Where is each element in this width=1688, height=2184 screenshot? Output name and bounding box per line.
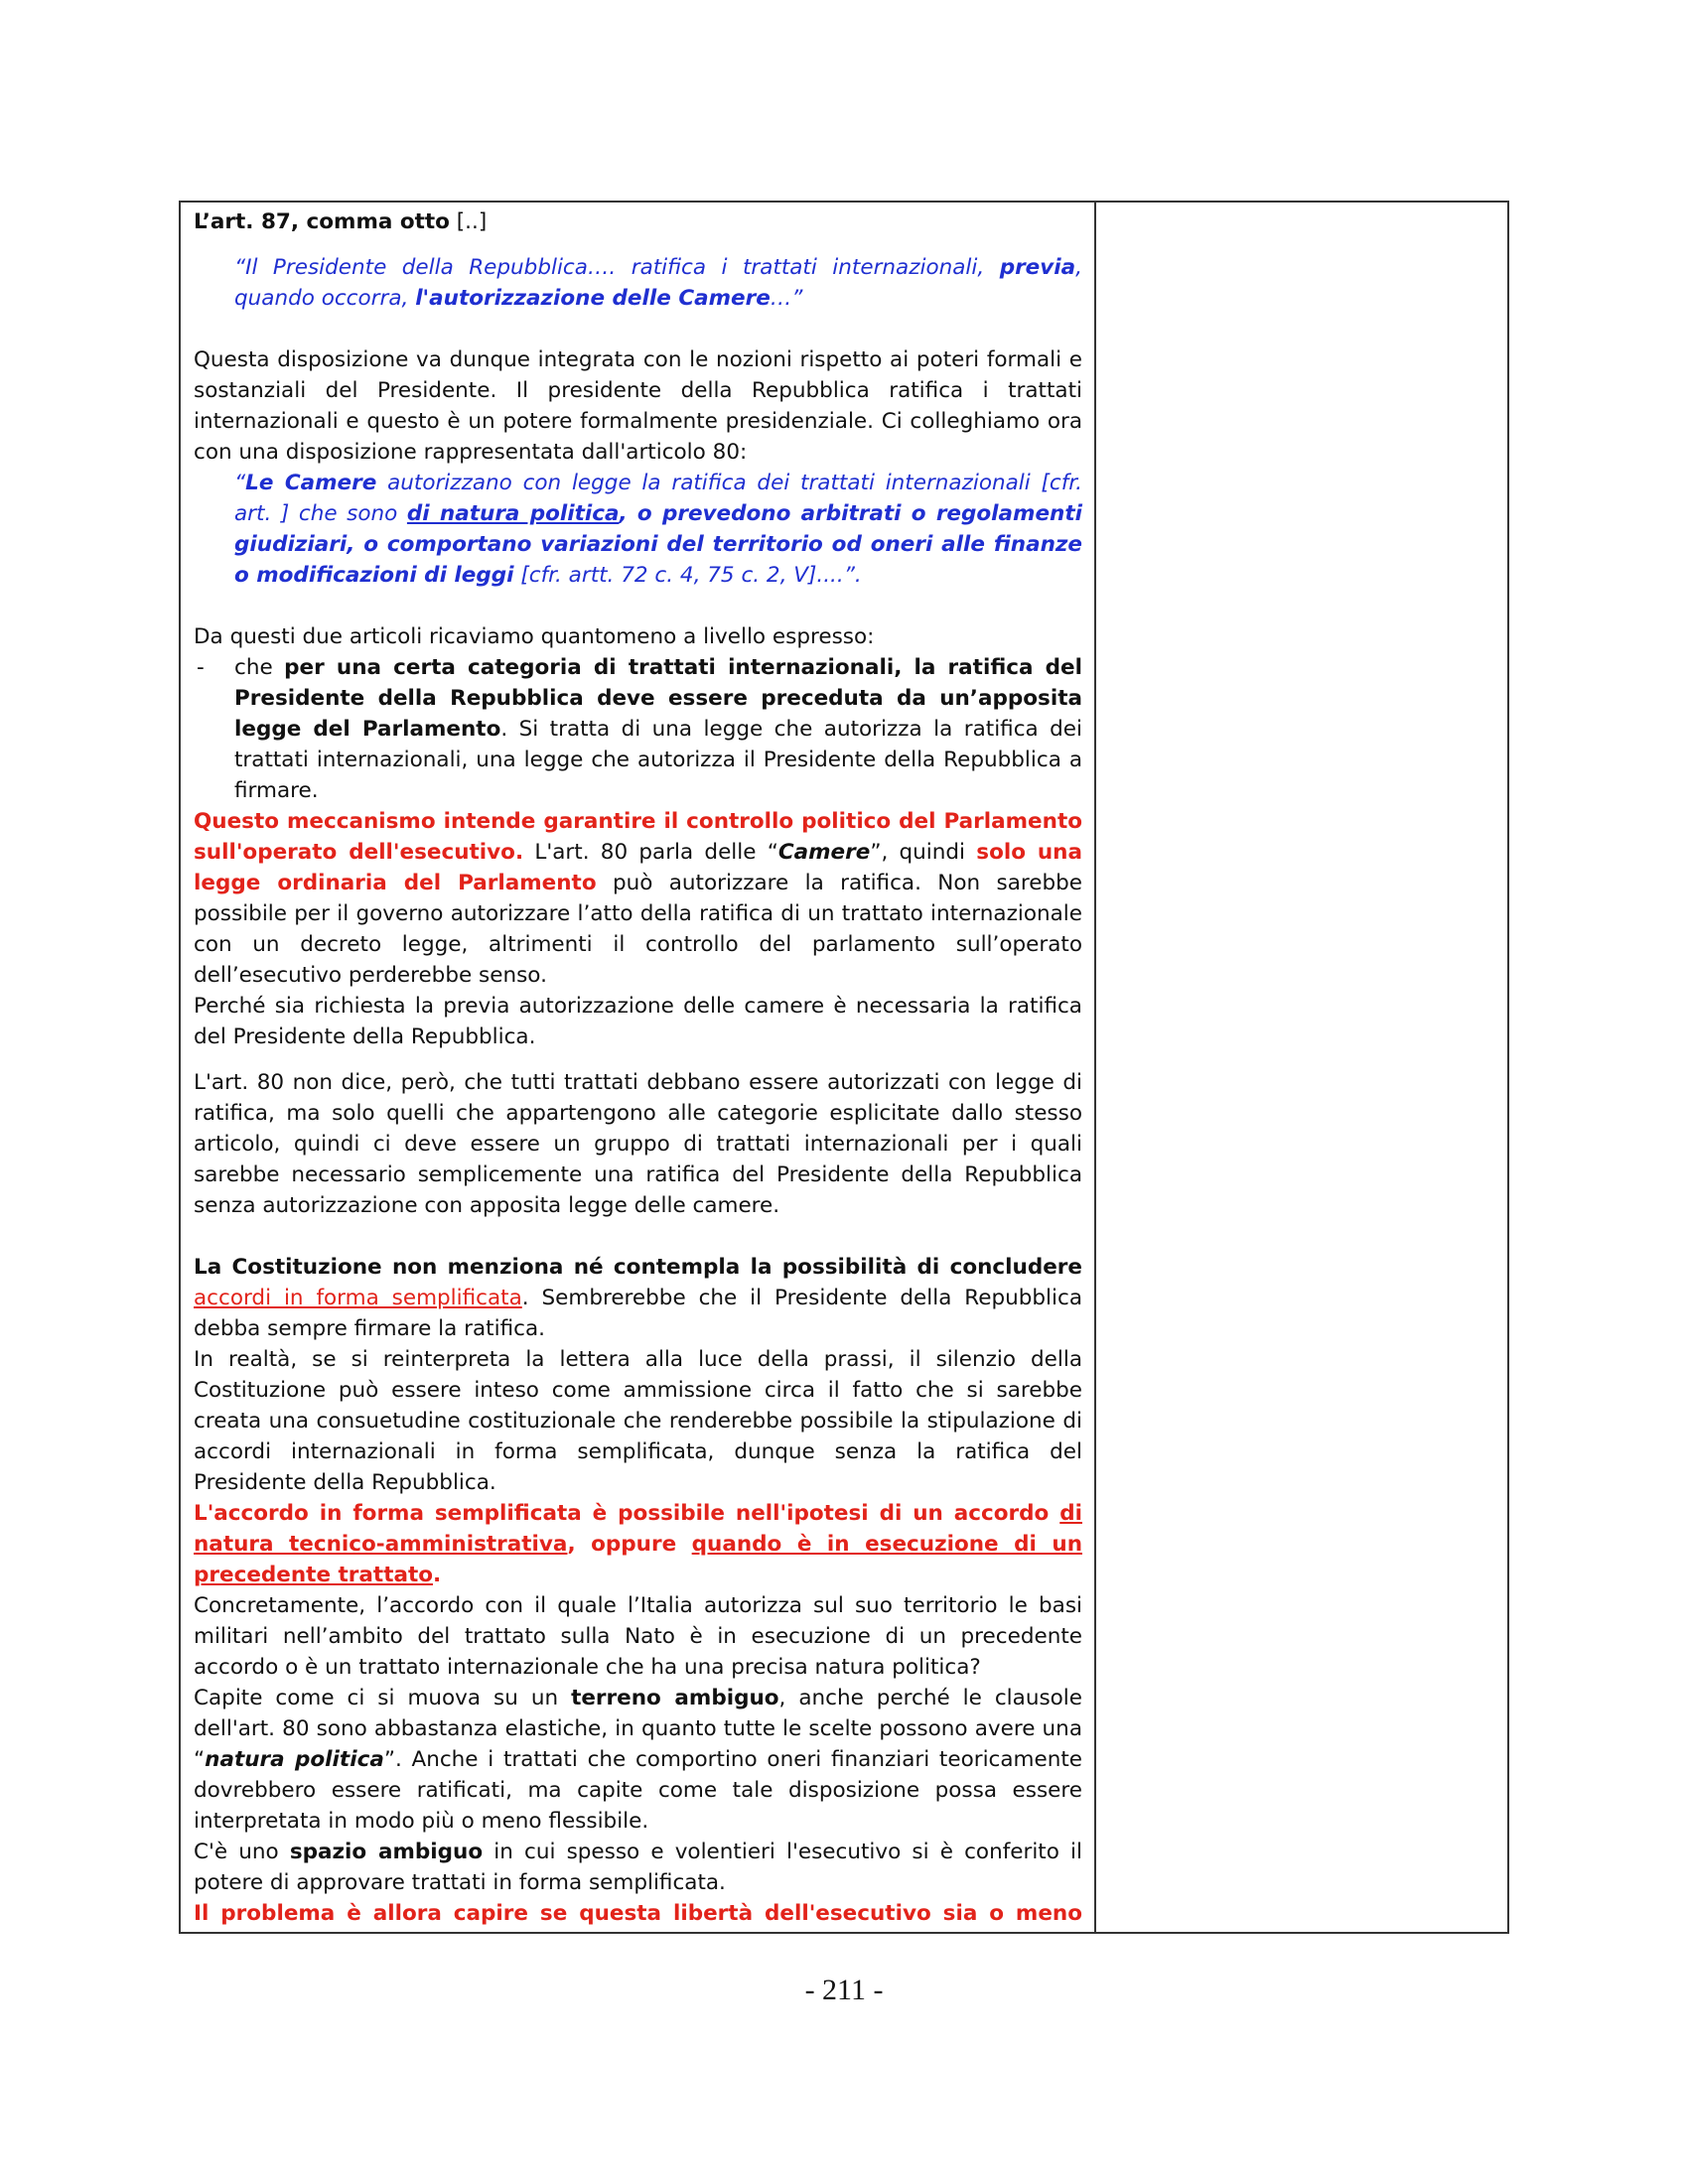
main-column (181, 203, 1096, 1932)
paragraph-art-80-categories: L'art. 80 non dice, però, che tutti trattati debbano essere autorizzati con legge di ratifica, ma solo quelli che appartengono alle categorie esplicitate dallo stesso articolo, quindi ci deve essere un gruppo di trattati internazionali per i quali sarebbe necessario semplicemente una ratifica del Presidente della Repubblica senza autorizzazione con apposita legge delle camere. (194, 1070, 1082, 1218)
paragraph-presidential-powers: Questa disposizione va dunque integrata con le nozioni rispetto ai poteri formali e sostanziali del Presidente. Il presidente della Repubblica ratifica i trattati internazionali e questo è un potere formalmente presidenziale. Ci colleghiamo ora con una disposizione rappresentata dall'articolo 80: (194, 347, 1082, 465)
content-table (179, 201, 1509, 1934)
quote-art-80: “Le Camere autorizzano con legge la ratifica dei trattati internazionali [cfr. art. ] che sono di natura politica, o prevedono arbitrati o regolamenti giudiziari, o comportano variazioni del territorio od oneri alle finanze o modificazioni di leggi [cfr. artt. 72 c. 4, 75 c. 2, V]....”. (234, 471, 1082, 588)
section-heading: L’art. 87, comma otto [..] (194, 209, 488, 234)
paragraph-the-problem: Il problema è allora capire se questa libertà dell'esecutivo sia o meno (194, 1901, 1082, 1926)
paragraph-nato-example: Concretamente, l’accordo con il quale l’Italia autorizza sul suo territorio le basi militari nell’ambito del trattato sulla Nato è in esecuzione di un precedente accordo o è un trattato internazionale che ha una precisa natura politica? (194, 1593, 1082, 1680)
paragraph-constitutional-custom: In realtà, se si reinterpreta la lettera alla luce della prassi, il silenzio della Costituzione può essere inteso come ammissione circa il fatto che si sarebbe creata una consuetudine costituzionale che renderebbe possibile la stipulazione di accordi internazionali in forma semplificata, dunque senza la ratifica del Presidente della Repubblica. (194, 1347, 1082, 1495)
paragraph-control-mechanism: Questo meccanismo intende garantire il controllo politico del Parlamento sull'operato dell'esecutivo. L'art. 80 parla delle “Camere”, quindi solo una legge ordinaria del Parlamento può autorizzare la ratifica. Non sarebbe possibile per il governo autorizzare l’atto della ratifica di un trattato internazionale con un decreto legge, altrimenti il controllo del parlamento sull’operato dell’esecutivo perderebbe senso. (194, 809, 1082, 988)
paragraph-prior-authorization: Perché sia richiesta la previa autorizzazione delle camere è necessaria la ratifica del Presidente della Repubblica. (194, 994, 1082, 1049)
paragraph-simplified-conditions: L'accordo in forma semplificata è possibile nell'ipotesi di un accordo di natura tecnico-amministrativa, oppure quando è in esecuzione di un precedente trattato. (194, 1501, 1082, 1587)
paragraph-ambiguous-space: C'è uno spazio ambiguo in cui spesso e volentieri l'esecutivo si è conferito il potere di approvare trattati in forma semplificata. (194, 1840, 1082, 1895)
list-item: - che per una certa categoria di trattati internazionali, la ratifica del Presidente della Repubblica deve essere preceduta da un’apposita legge del Parlamento. Si tratta di una legge che autorizza la ratifica dei trattati internazionali, una legge che autorizza il Presidente della Repubblica a firmare. (197, 655, 1082, 803)
paragraph-ambiguous-ground: Capite come ci si muova su un terreno ambiguo, anche perché le clausole dell'art. 80 sono abbastanza elastiche, in quanto tutte le scelte possono avere una “natura politica”. Anche i trattati che comportino oneri finanziari teoricamente dovrebbero essere ratificati, ma capite come tale disposizione possa essere interpretata in modo più o meno flessibile. (194, 1686, 1082, 1834)
paragraph-intro-list: Da questi due articoli ricaviamo quantomeno a livello espresso: (194, 624, 875, 649)
notes-column (1096, 203, 1507, 1932)
quote-art-87: “Il Presidente della Repubblica…. ratifica i trattati internazionali, previa, quando occorra, l'autorizzazione delle Camere…” (234, 255, 1082, 311)
paragraph-simplified-agreements: La Costituzione non menziona né contempla la possibilità di concludere accordi in forma semplificata. Sembrerebbe che il Presidente della Repubblica debba sempre firmare la ratifica. (194, 1255, 1082, 1341)
page-number: - 211 - (804, 1974, 884, 2006)
